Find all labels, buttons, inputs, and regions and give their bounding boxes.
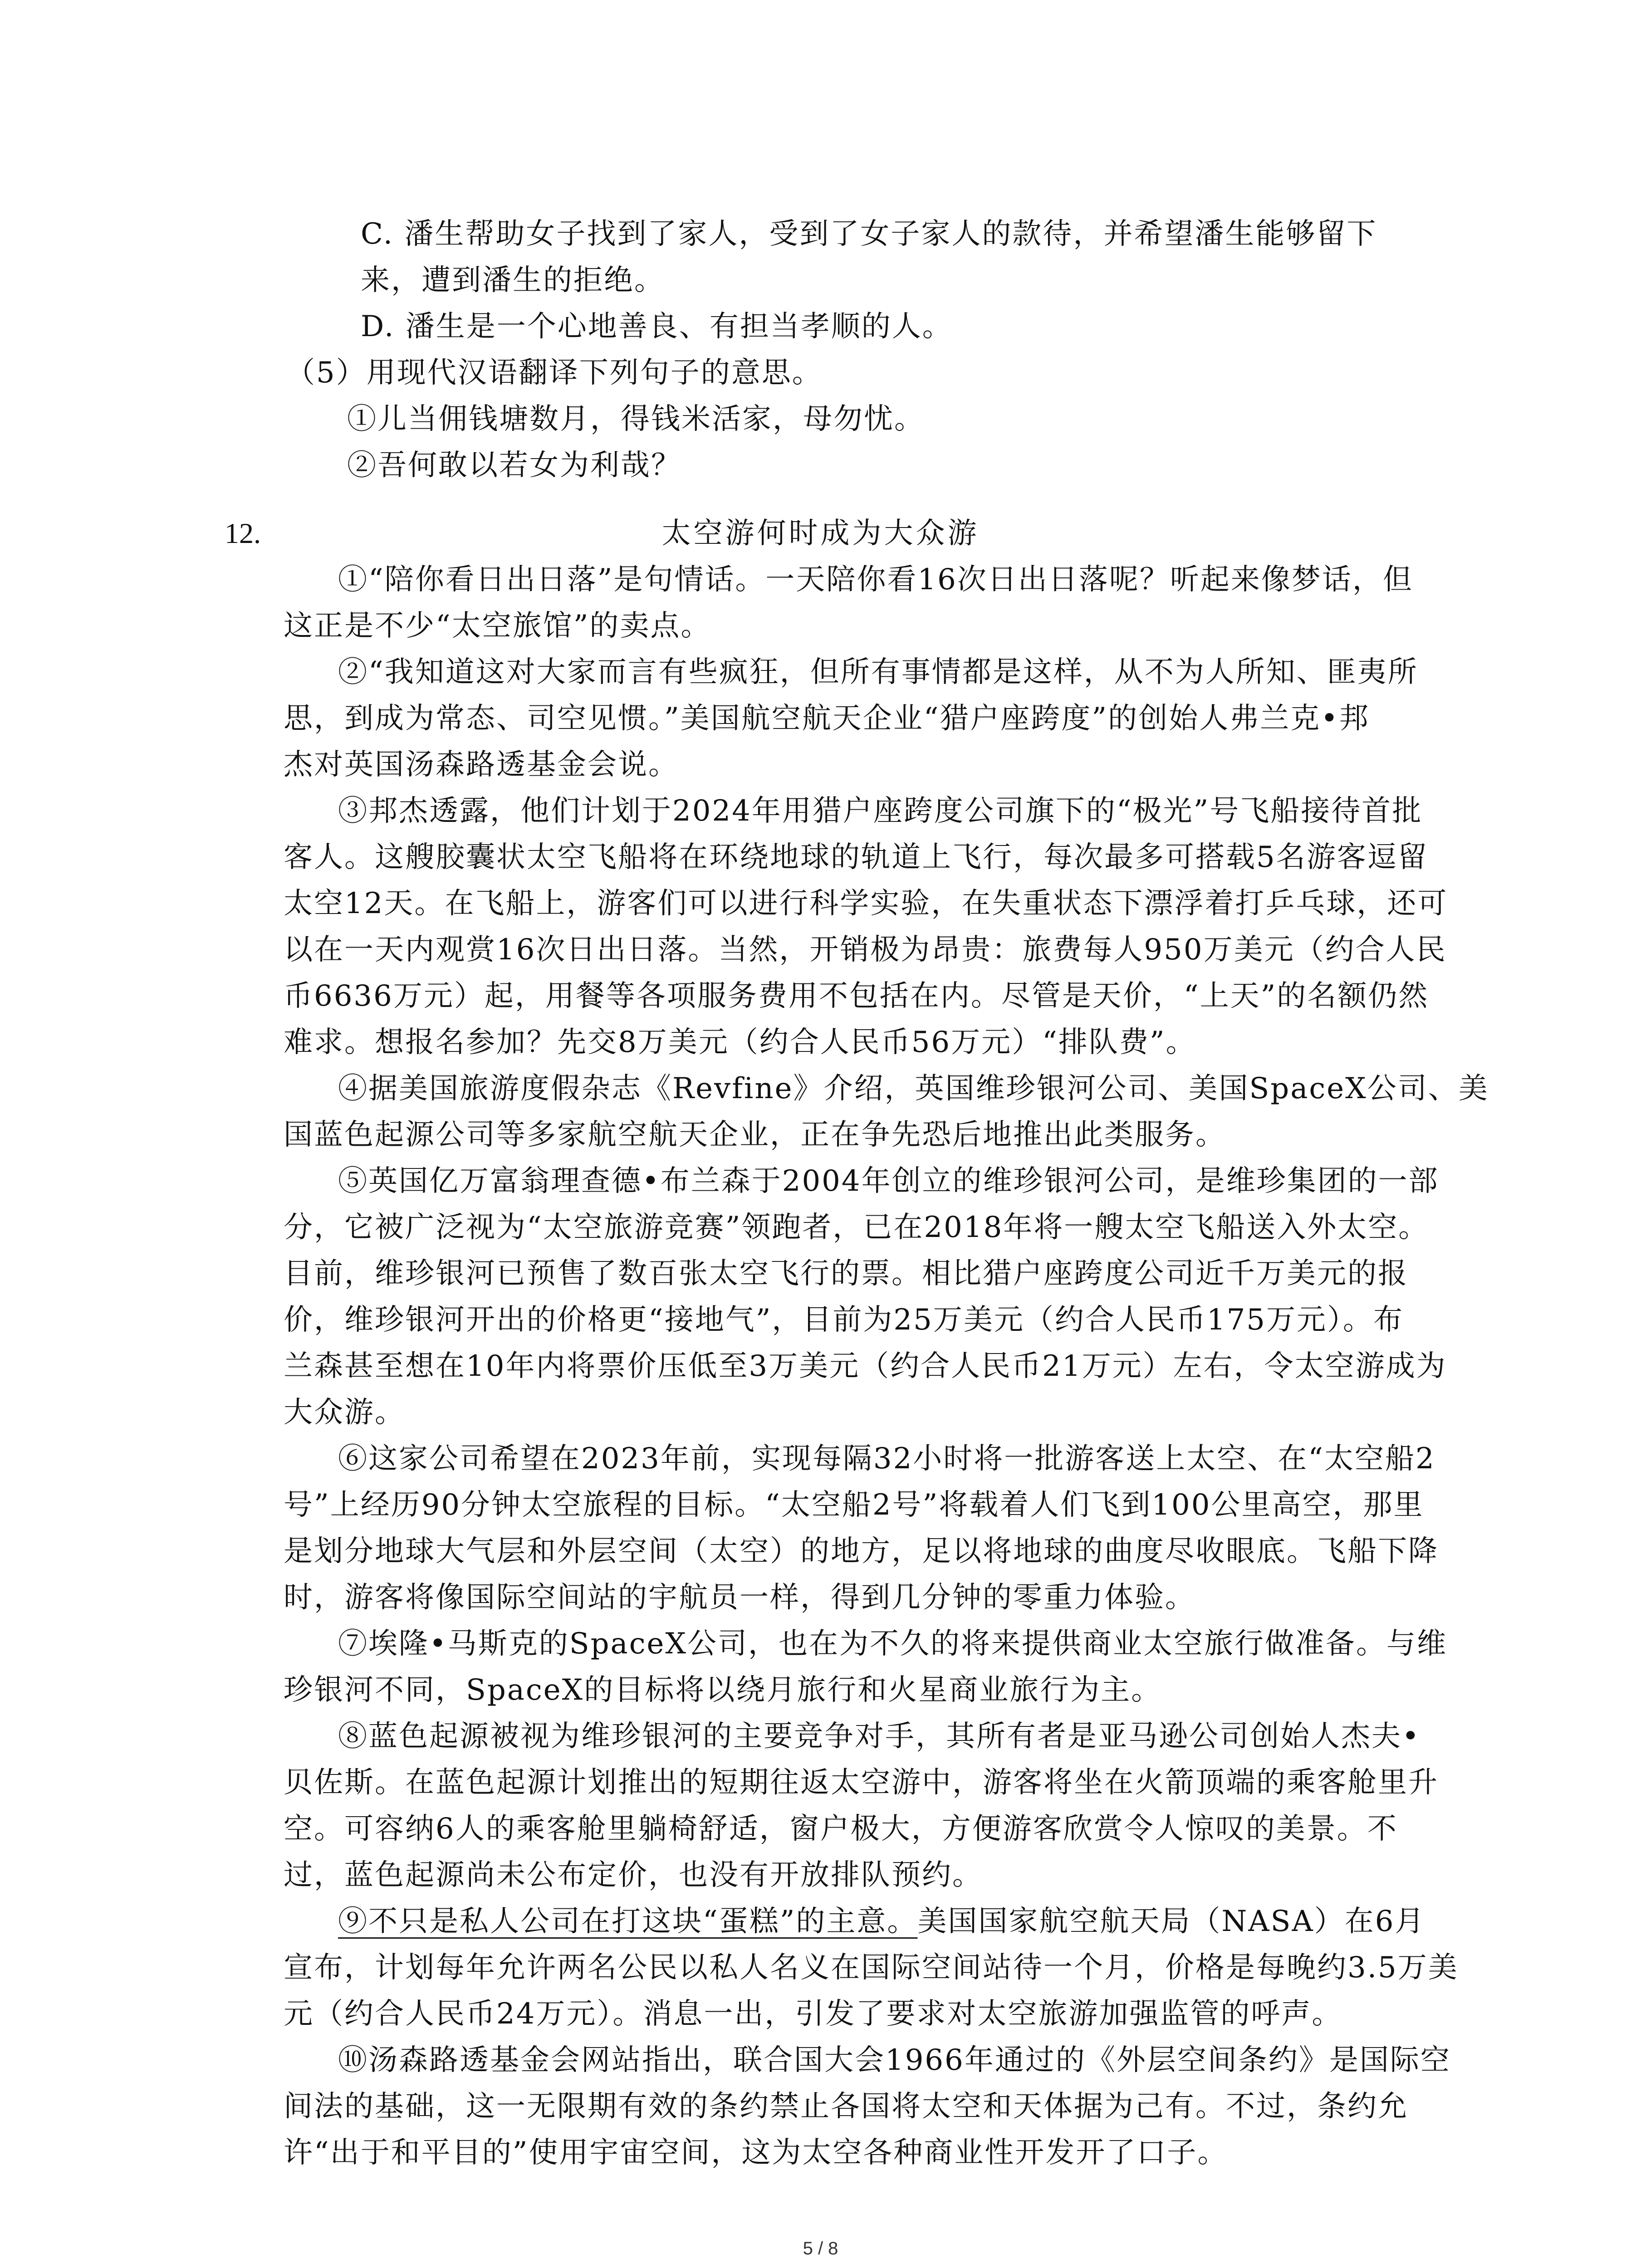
para5-line4: 价，维珍银河开出的价格更“接地气”，目前为25万美元（约合人民币175万元）。布 — [284, 1303, 1404, 1337]
para5-line6: 大众游。 — [284, 1396, 405, 1429]
para6-line4: 时，游客将像国际空间站的宇航员一样，得到几分钟的零重力体验。 — [284, 1581, 1195, 1614]
para3-line3: 太空12天。在飞船上，游客们可以进行科学实验，在失重状态下漂浮着打乒乓球，还可 — [284, 887, 1448, 920]
para4-line2: 国蓝色起源公司等多家航空航天企业，正在争先恐后地推出此类服务。 — [284, 1118, 1226, 1152]
para5-line2: 分，它被广泛视为“太空旅游竞赛”领跑者，已在2018年将一艘太空飞船送入外太空。 — [284, 1211, 1429, 1244]
para2-line2: 思，到成为常态、司空见惯。”美国航空航天企业“猎户座跨度”的创始人弗兰克•邦 — [284, 702, 1370, 735]
para5-line1: ⑤英国亿万富翁理查德•布兰森于2004年创立的维珍银河公司，是维珍集团的一部 — [338, 1164, 1439, 1198]
para8-line4: 过，蓝色起源尚未公布定价，也没有开放排队预约。 — [284, 1858, 983, 1892]
para8-line3: 空。可容纳6人的乘客舱里躺椅舒适，窗户极大，方便游客欣赏令人惊叹的美景。不 — [284, 1812, 1398, 1846]
para9-line3: 元（约合人民币24万元）。消息一出，引发了要求对太空旅游加强监管的呼声。 — [284, 1997, 1342, 2031]
option-c-line1: C. 潘生帮助女子找到了家人，受到了女子家人的款待，并希望潘生能够留下 — [361, 217, 1377, 251]
para2-line3: 杰对英国汤森路透基金会说。 — [284, 748, 679, 782]
para8-line1: ⑧蓝色起源被视为维珍银河的主要竞争对手，其所有者是亚马逊公司创始人杰夫• — [338, 1720, 1421, 1753]
para7-line1: ⑦埃隆•马斯克的SpaceX公司，也在为不久的将来提供商业太空旅行做准备。与维 — [338, 1627, 1447, 1661]
para10-line2: 间法的基础，这一无限期有效的条约禁止各国将太空和天体据为己有。不过，条约允 — [284, 2090, 1408, 2123]
para9-line1-rest: 美国国家航空航天局（NASA）在6月 — [917, 1905, 1425, 1938]
subquestion-5: （5）用现代汉语翻译下列句子的意思。 — [286, 356, 823, 390]
para5-line5: 兰森甚至想在10年内将票价压低至3万美元（约合人民币21万元）左右，令太空游成为 — [284, 1349, 1447, 1383]
para3-line6: 难求。想报名参加？先交8万美元（约合人民币56万元）“排队费”。 — [284, 1026, 1196, 1059]
para6-line1: ⑥这家公司希望在2023年前，实现每隔32小时将一批游客送上太空、在“太空船2 — [338, 1442, 1435, 1476]
para9-line1 — [338, 1901, 1425, 1942]
underlined-sentence: ⑨不只是私人公司在打这块“蛋糕”的主意。 — [338, 1905, 918, 1938]
para8-line2: 贝佐斯。在蓝色起源计划推出的短期往返太空游中，游客将坐在火箭顶端的乘客舱里升 — [284, 1766, 1439, 1799]
article-title: 太空游何时成为大众游 — [661, 517, 980, 550]
para1-line1: ①“陪你看日出日落”是句情话。一天陪你看16次日出日落呢？听起来像梦话，但 — [338, 563, 1413, 596]
page-number: 5 / 8 — [803, 2239, 838, 2258]
para10-line1: ⑩汤森路透基金会网站指出，联合国大会1966年通过的《外层空间条约》是国际空 — [338, 2043, 1451, 2077]
para6-line2: 号”上经历90分钟太空旅程的目标。“太空船2号”将载着人们飞到100公里高空，那里 — [284, 1488, 1424, 1522]
para7-line2: 珍银河不同，SpaceX的目标将以绕月旅行和火星商业旅行为主。 — [284, 1673, 1162, 1707]
para1-line2: 这正是不少“太空旅馆”的卖点。 — [284, 609, 711, 643]
translate-sentence-2: ②吾何敢以若女为利哉？ — [347, 449, 681, 482]
translate-sentence-1: ①儿当佣钱塘数月，得钱米活家，母勿忧。 — [347, 402, 925, 436]
para10-line3: 许“出于和平目的”使用宇宙空间，这为太空各种商业性开发开了口子。 — [284, 2136, 1228, 2170]
option-c-line2: 来，遭到潘生的拒绝。 — [361, 264, 665, 297]
para3-line1: ③邦杰透露，他们计划于2024年用猎户座跨度公司旗下的“极光”号飞船接待首批 — [338, 794, 1423, 828]
para2-line1: ②“我知道这对大家而言有些疯狂，但所有事情都是这样，从不为人所知、匪夷所 — [338, 655, 1418, 689]
para9-line2: 宣布，计划每年允许两名公民以私人名义在国际空间站待一个月，价格是每晚约3.5万美 — [284, 1951, 1459, 1984]
option-d: D. 潘生是一个心地善良、有担当孝顺的人。 — [361, 310, 953, 343]
para5-line3: 目前，维珍银河已预售了数百张太空飞行的票。相比猎户座跨度公司近千万美元的报 — [284, 1257, 1408, 1290]
para4-line1: ④据美国旅游度假杂志《Revfine》介绍，英国维珍银河公司、美国SpaceX公司、美 — [338, 1072, 1489, 1105]
para6-line3: 是划分地球大气层和外层空间（太空）的地方，足以将地球的曲度尽收眼底。飞船下降 — [284, 1535, 1439, 1568]
para3-line5: 币6636万元）起，用餐等各项服务费用不包括在内。尽管是天价，“上天”的名额仍然 — [284, 979, 1429, 1013]
question-number: 12. — [225, 517, 261, 549]
para3-line2: 客人。这艘胶囊状太空飞船将在环绕地球的轨道上飞行，每次最多可搭载5名游客逗留 — [284, 841, 1428, 874]
para3-line4: 以在一天内观赏16次日出日落。当然，开销极为昂贵：旅费每人950万美元（约合人民 — [284, 933, 1447, 967]
